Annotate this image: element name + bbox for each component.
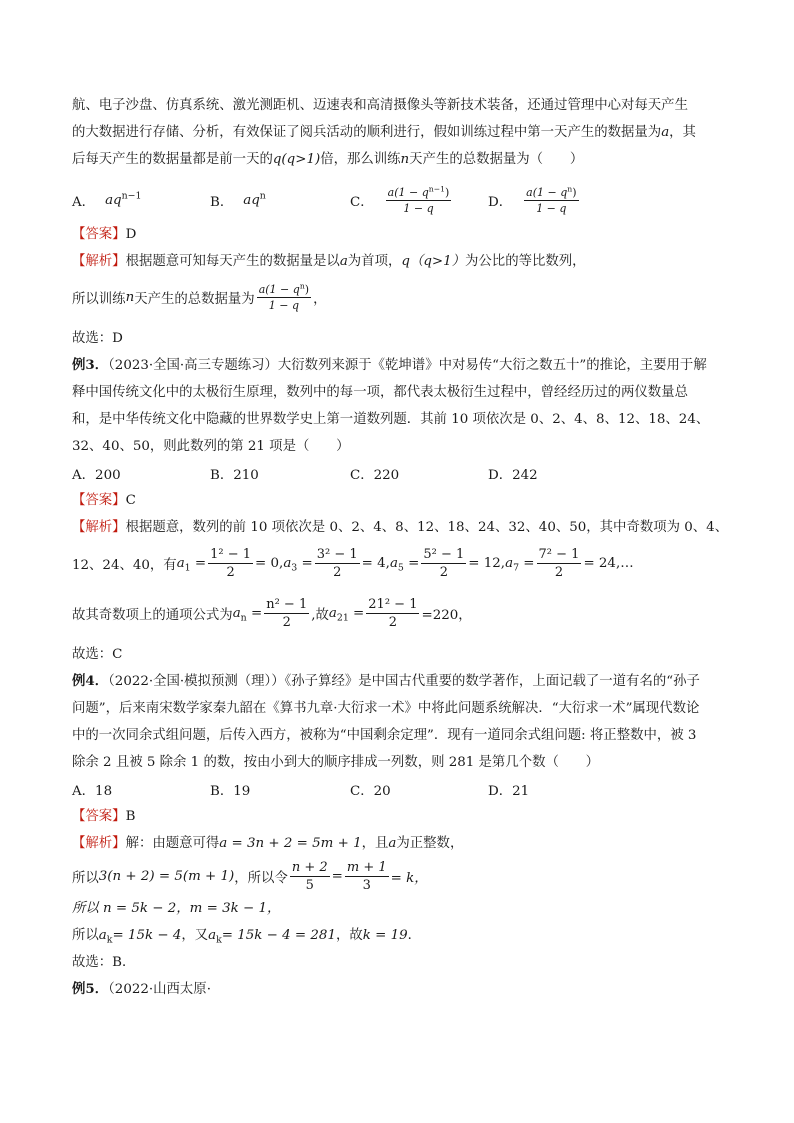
ex3-option-d: D．242 bbox=[488, 468, 538, 483]
intro-line-1: 航、电子沙盘、仿真系统、激光测距机、迈速表和高清摄像头等新技术装备，还通过管理中心对每天产生 bbox=[72, 98, 688, 113]
ex4-line-3: 中的一次同余式组问题，后传入西方，被称为“中国剩余定理”．现有一道同余式组问题: 将正整数中，被 3 bbox=[72, 728, 697, 743]
ex4-analysis-line-3: 所以 n = 5k − 2，m = 3k − 1， bbox=[72, 901, 281, 916]
ex3-line-3: 和，是中华传统文化中隐藏的世界数学史上第一道数列题．其前 10 项依次是 0、2、4、8、12、18、24、 bbox=[72, 412, 710, 427]
ex3-analysis-line-1: 【解析】根据题意，数列的前 10 项依次是 0、2、4、8、12、18、24、32、40、50，其中奇数项为 0、4、 bbox=[72, 520, 729, 535]
ex4-analysis-line-2: 所以 3(n + 2) = 5(m + 1) ，所以令 $\frac{n + 2}{5}$ = $\frac{m + 1}{3}$ = k， bbox=[72, 859, 428, 893]
ex3-option-a: A．200 bbox=[72, 468, 121, 483]
ex3-options bbox=[72, 460, 727, 487]
ex4-analysis-line-1: 【解析】解：由题意可得a = 3n + 2 = 5m + 1，且a为正整数， bbox=[72, 836, 464, 851]
ex3-choose: 故选：C bbox=[72, 647, 123, 662]
q2-answer: 【答案】D bbox=[72, 227, 137, 242]
ex3-option-c: C．220 bbox=[350, 468, 400, 483]
option-d-fraction: $\frac{a(1 - q^n)}{1 - q}$ bbox=[526, 183, 577, 215]
document-page bbox=[72, 92, 727, 1003]
option-d: D． $\frac{a(1 - q^n)}{1 - q}$ bbox=[488, 183, 577, 215]
ex3-line-1: 例3．（2023·全国·高三专题练习）大衍数列来源于《乾坤谱》中对易传“大衍之数五十”的推论，主要用于解 bbox=[72, 357, 707, 373]
ex4-line-2: 问题”，后来南宋数学家秦九韶在《算书九章·大衍求一术》中将此问题系统解决．“大衍求一术”属现代数论 bbox=[72, 701, 700, 716]
option-b: B． $aq^n$ bbox=[210, 190, 266, 210]
ex3-answer: 【答案】C bbox=[72, 493, 136, 508]
ex4-options bbox=[72, 776, 727, 803]
ex3-analysis-line-3: 故其奇数项上的通项公式为 $a_n$ = $\frac{\text{n² − 1}}{2}$ ,故 $a_{21}$ = $\frac{\text{21² − 1}}{2}$ =220， bbox=[72, 596, 472, 630]
ex3-analysis-line-2: 12、24、40，有 $a_1$ = $\frac{\text{1² − 1}}{2}$ = 0, $a_3$ = $\frac{\text{3² − 1}}{2}$ = 4, $a_5$ = $\frac{\text{5² − 1}}{2}$ = 12, $a_7$ = $\frac{\text{7² − 1}}{2}$ = 24,… bbox=[72, 546, 634, 580]
q2-analysis-line-2: 所以训练 n 天产生的总数据量为 $\frac{a(1 - q^n)}{1 - q}$ ， bbox=[72, 280, 327, 312]
ex4-choose: 故选：B． bbox=[72, 955, 136, 970]
ex3-line-4: 32、40、50，则此数列的第 21 项是（ ） bbox=[72, 439, 350, 454]
option-a: A． $aq^{n-1}$ bbox=[72, 190, 142, 210]
q2-choose: 故选：D bbox=[72, 331, 123, 346]
ex3-option-b: B．210 bbox=[210, 468, 259, 483]
option-c-fraction: $\frac{a(1 - q^{n-1})}{1 - q}$ bbox=[387, 183, 450, 215]
ex3-line-2: 释中国传统文化中的太极衍生原理，数列中的每一项，都代表太极衍生过程中，曾经经历过的两仪数量总 bbox=[72, 385, 688, 400]
q2-options bbox=[72, 183, 727, 217]
ex4-line-1: 例4．（2022·全国·模拟预测（理））《孙子算经》是中国古代重要的数学著作，上面记载了一道有名的“孙子 bbox=[72, 673, 700, 689]
ex4-line-4: 除余 2 且被 5 除余 1 的数，按由小到大的顺序排成一列数，则 281 是第几个数（ ） bbox=[72, 755, 600, 770]
ex4-analysis-line-4: 所以$a_k= 15k - 4$，又$a_k= 15k - 4 = 281$，故k = 19． bbox=[72, 928, 422, 946]
intro-line-2: 的大数据进行存储、分析，有效保证了阅兵活动的顺利进行，假如训练过程中第一天产生的数据量为a，其 bbox=[72, 125, 696, 140]
ex4-option-b: B．19 bbox=[210, 784, 251, 799]
option-c: C． $\frac{a(1 - q^{n-1})}{1 - q}$ bbox=[350, 183, 450, 215]
ex4-option-c: C．20 bbox=[350, 784, 391, 799]
ex4-answer: 【答案】B bbox=[72, 809, 136, 824]
q2-analysis-line-1: 【解析】根据题意可知每天产生的数据量是以a为首项，q（q>1）为公比的等比数列， bbox=[72, 254, 586, 269]
total-data-fraction: $\frac{a(1 - q^n)}{1 - q}$ bbox=[258, 280, 310, 312]
ex4-option-a: A．18 bbox=[72, 784, 113, 799]
ex4-option-d: D．21 bbox=[488, 784, 530, 799]
intro-line-3: 后每天产生的数据量都是前一天的q(q>1)倍，那么训练n天产生的总数据量为（ ） bbox=[72, 152, 584, 167]
ex5-line-1: 例5．（2022·山西太原· bbox=[72, 981, 211, 997]
